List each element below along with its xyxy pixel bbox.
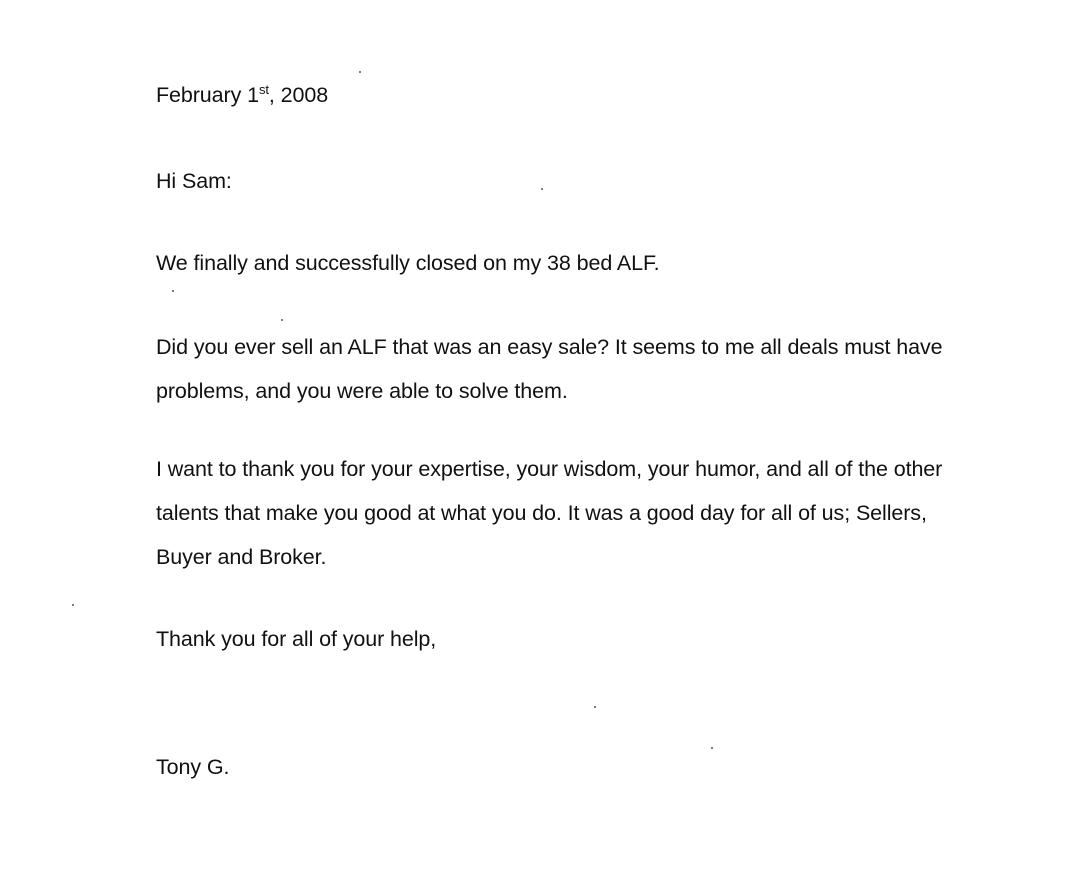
paragraph-thanks: I want to thank you for your expertise, your wisdom, your humor, and all of the other talents that make you good at what you do. It was a good day for all of us; Sellers, Buyer and Broker.: [156, 457, 943, 569]
scan-speck: [541, 188, 543, 190]
letter-greeting: Hi Sam:: [156, 169, 232, 193]
scan-speck: [281, 319, 283, 321]
scan-speck: [72, 604, 74, 606]
scan-speck: [594, 706, 596, 708]
paragraph-easy-sale: Did you ever sell an ALF that was an easy sale? It seems to me all deals must have problems, and you were able to solve them.: [156, 335, 943, 403]
scan-speck: [172, 290, 174, 292]
date-ordinal-suffix: st: [258, 82, 269, 97]
scan-speck: [711, 747, 713, 749]
date-month-day: February 1: [156, 83, 259, 107]
letter-signature: Tony G.: [156, 755, 230, 779]
letter-date: [156, 82, 329, 107]
paragraph-closing-line: Thank you for all of your help,: [156, 627, 437, 651]
scan-speck: [359, 71, 361, 73]
paragraph-closing-news: We finally and successfully closed on my 38 bed ALF.: [156, 251, 660, 275]
date-year: , 2008: [268, 83, 329, 107]
